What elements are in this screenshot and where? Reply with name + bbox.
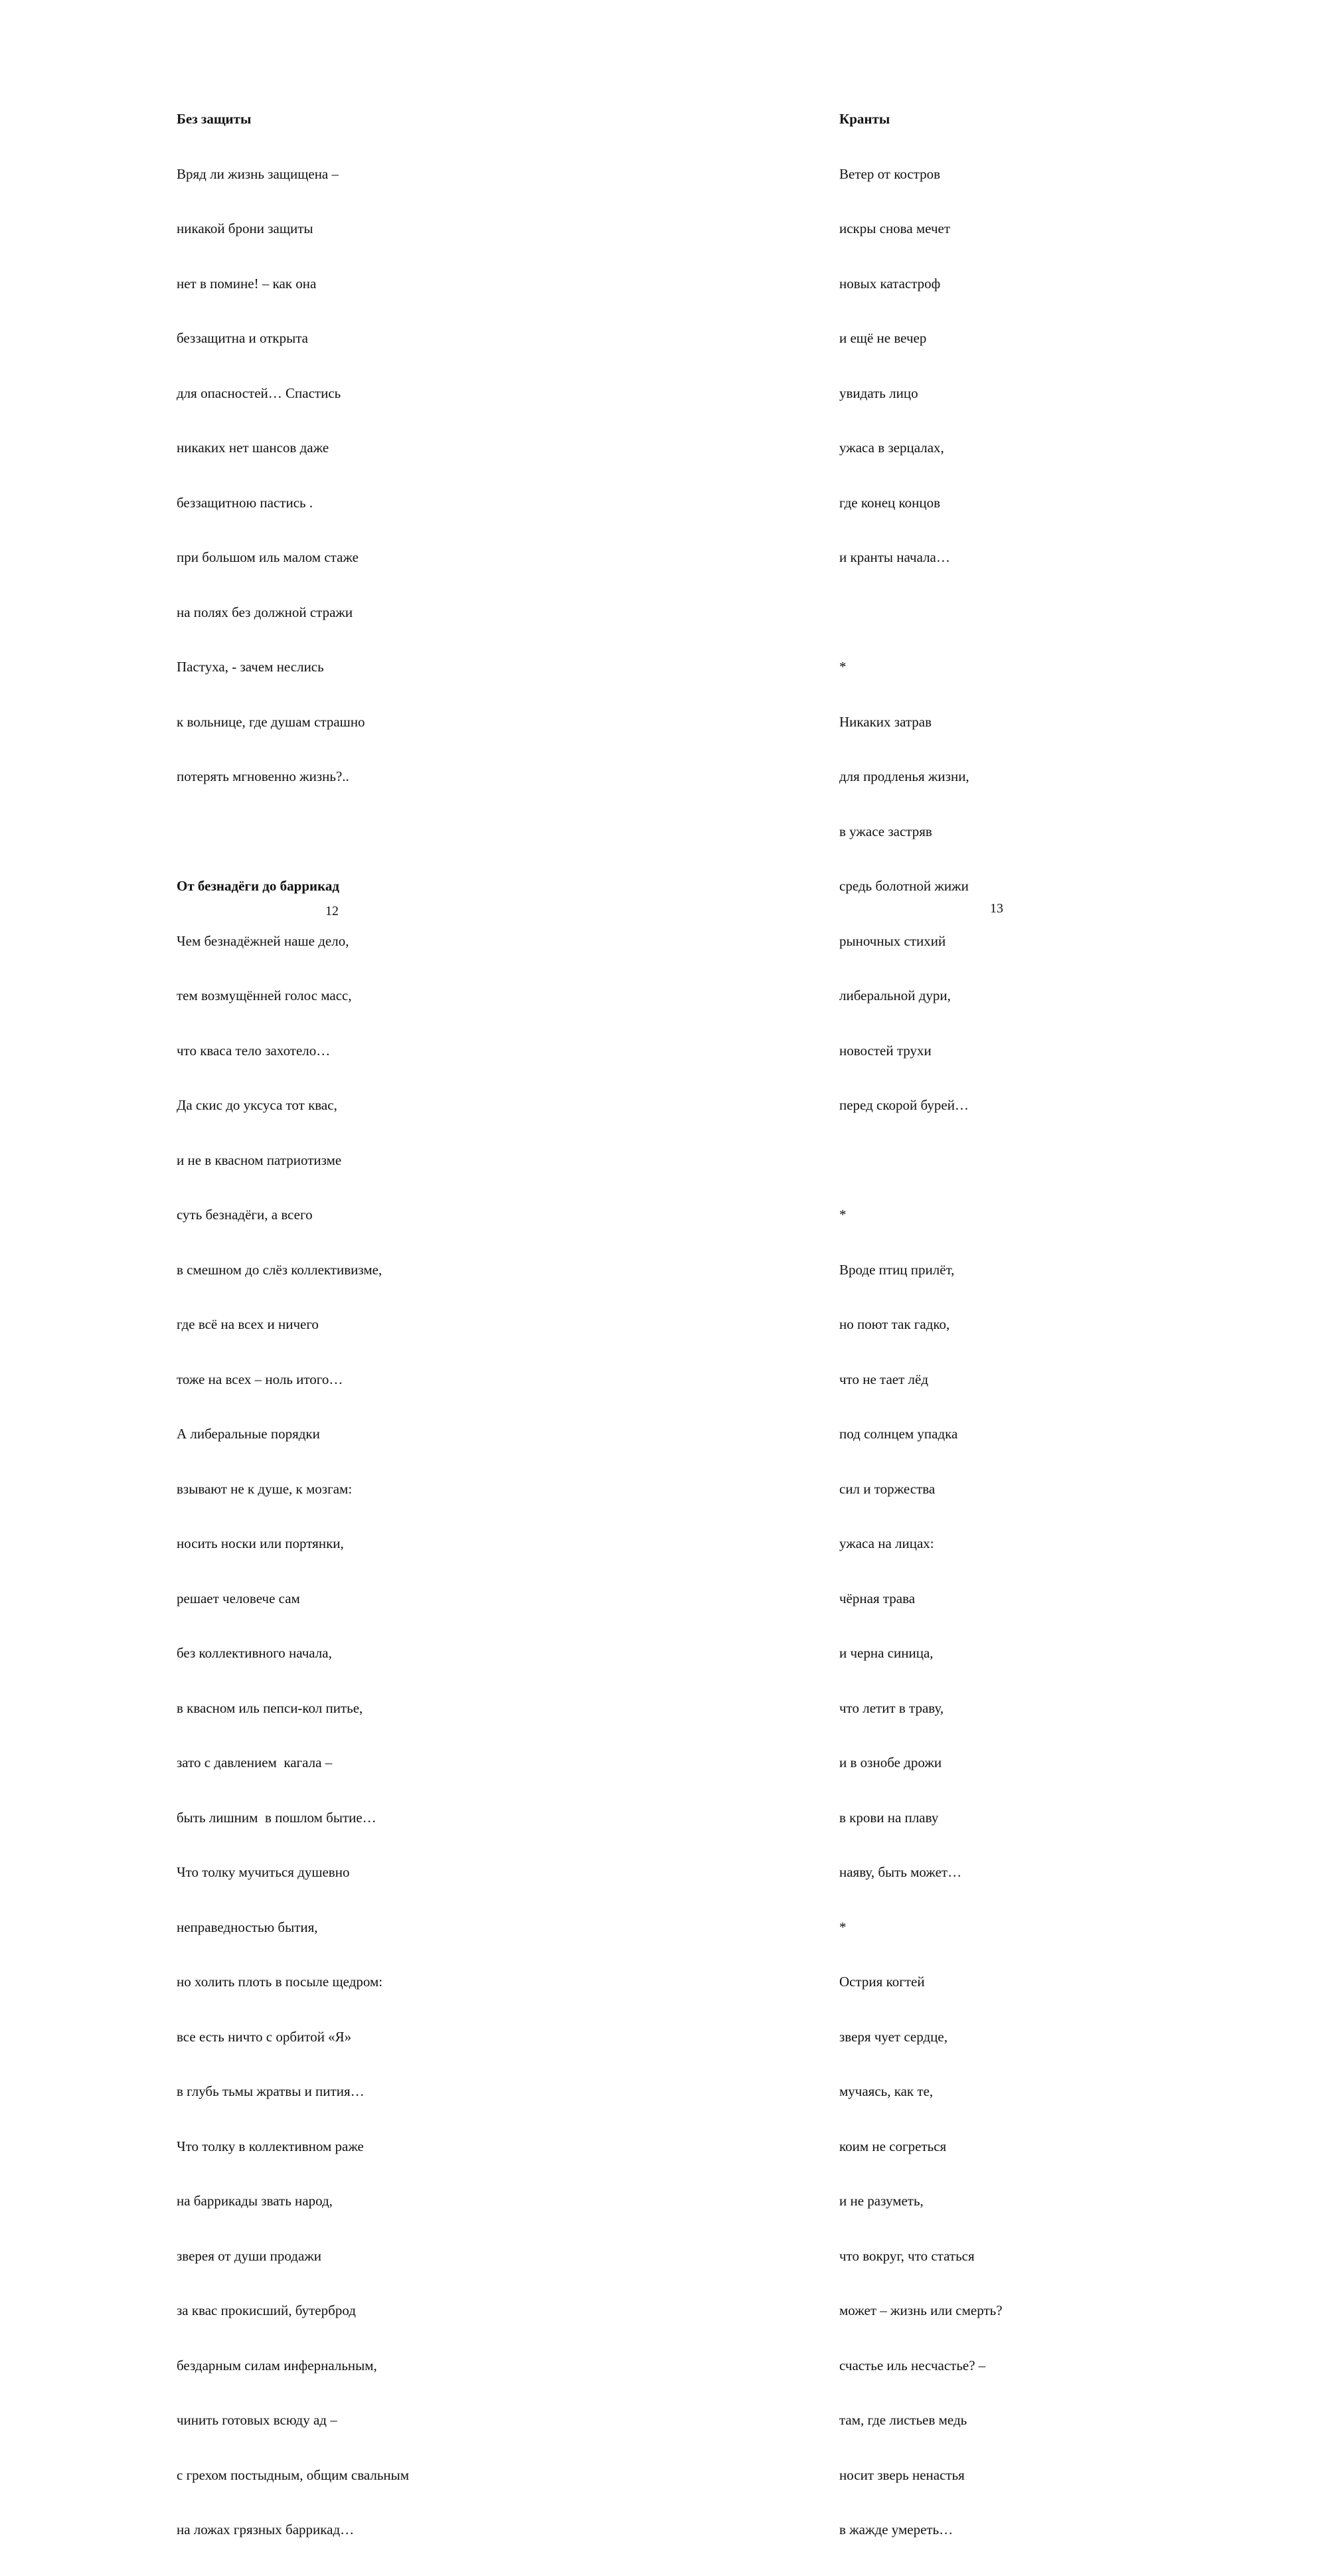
poem-line: сил и торжества xyxy=(839,1480,936,1497)
poem-line: в жажде умереть… xyxy=(839,2522,953,2537)
poem-line: и кранты начала… xyxy=(839,549,950,565)
stanza-separator: * xyxy=(839,659,847,675)
page-number-left: 12 xyxy=(325,904,339,918)
poem-line: А либеральные порядки xyxy=(177,1426,320,1442)
poem-title-bez-zashchity: Без защиты xyxy=(177,111,252,127)
poem-line: потерять мгновенно жизнь?.. xyxy=(177,768,349,784)
stanza-gap xyxy=(839,604,1003,622)
poem-title-kranty: Кранты xyxy=(839,111,890,127)
poem-line: на ложах грязных баррикад… xyxy=(177,2522,355,2537)
poem-line: ужаса в зерцалах, xyxy=(839,440,944,456)
right-page xyxy=(659,0,1318,2537)
poem-line: Да скис до уксуса тот квас, xyxy=(177,1097,337,1113)
poem-line: Что толку мучиться душевно xyxy=(177,1864,350,1880)
poem-line: без коллективного начала, xyxy=(177,1645,332,1661)
poem-line: и в ознобе дрожи xyxy=(839,1755,942,1770)
poem-line: и не разуметь, xyxy=(839,2193,924,2209)
poem-line: на полях без должной стражи xyxy=(177,604,353,620)
poem-line: никакой брони защиты xyxy=(177,220,313,236)
stanza-gap xyxy=(177,823,409,841)
poem-line: никаких нет шансов даже xyxy=(177,440,329,456)
poem-line: чёрная трава xyxy=(839,1590,916,1606)
poem-line: для опасностей… Спастись xyxy=(177,385,341,401)
poem-line: что летит в траву, xyxy=(839,1699,944,1716)
poem-line: Никаких затрав xyxy=(839,713,932,730)
poem-line: что кваса тело захотело… xyxy=(177,1042,331,1059)
poem-line: новостей трухи xyxy=(839,1042,932,1059)
poem-line: неправедностью бытия, xyxy=(177,1919,318,1935)
page-number-right: 13 xyxy=(990,901,1003,916)
poem-line: быть лишним в пошлом бытие… xyxy=(177,1809,376,1826)
poem-line: бездарным силам инфернальным, xyxy=(177,2357,377,2373)
poem-line: перед скорой бурей… xyxy=(839,1097,969,1113)
poem-line: нет в помине! – как она xyxy=(177,275,317,292)
poem-line: Пастуха, - зачем неслись xyxy=(177,659,324,675)
poem-line: увидать лицо xyxy=(839,385,918,401)
stanza-separator: * xyxy=(839,1919,847,1935)
poem-line: в глубь тьмы жратвы и пития… xyxy=(177,2083,365,2099)
poem-line: к вольнице, где душам страшно xyxy=(177,713,365,730)
stanza-separator: * xyxy=(839,1207,847,1223)
poem-line: при большом иль малом стаже xyxy=(177,549,359,565)
poem-line: коим не согреться xyxy=(839,2138,947,2154)
poem-line: где всё на всех и ничего xyxy=(177,1316,319,1332)
poem-line: беззащитна и открыта xyxy=(177,330,309,346)
poem-line: тем возмущённей голос масс, xyxy=(177,987,352,1003)
poem-line: под солнцем упадка xyxy=(839,1426,958,1442)
poem-line: где конец концов xyxy=(839,494,941,511)
poem-line: и не в квасном патриотизме xyxy=(177,1152,342,1168)
poem-line: в ужасе застряв xyxy=(839,823,932,839)
poem-line: зверея от души продажи xyxy=(177,2247,322,2264)
poem-line: и ещё не вечер xyxy=(839,330,927,346)
poem-line: беззащитною пастись . xyxy=(177,494,313,511)
poem-line: Вряд ли жизнь защищена – xyxy=(177,165,339,182)
poem-line: рыночных стихий xyxy=(839,932,946,949)
left-page-text xyxy=(177,74,409,2576)
poem-line: что не тает лёд xyxy=(839,1371,929,1387)
poem-line: в смешном до слёз коллективизме, xyxy=(177,1261,382,1278)
poem-line: Острия когтей xyxy=(839,1974,925,1990)
poem-line: суть безнадёги, а всего xyxy=(177,1207,313,1223)
left-page xyxy=(0,0,659,2537)
poem-line: либеральной дури, xyxy=(839,987,951,1003)
poem-title-ot-beznadegi: От безнадёги до баррикад xyxy=(177,878,340,894)
poem-line: зверя чует сердце, xyxy=(839,2028,947,2045)
poem-line: в квасном иль пепси-кол питье, xyxy=(177,1699,363,1716)
poem-line: взывают не к душе, к мозгам: xyxy=(177,1480,353,1497)
poem-line: но холить плоть в посыле щедром: xyxy=(177,1974,383,1990)
poem-line: наяву, быть может… xyxy=(839,1864,962,1880)
poem-line: Вроде птиц прилёт, xyxy=(839,1261,955,1278)
poem-line: и черна синица, xyxy=(839,1645,934,1661)
poem-line: чинить готовых всюду ад – xyxy=(177,2412,337,2428)
poem-line: Ветер от костров xyxy=(839,165,941,182)
poem-line: с грехом постыдным, общим свальным xyxy=(177,2466,410,2483)
right-page-text xyxy=(839,74,1003,2576)
poem-line: ужаса на лицах: xyxy=(839,1535,934,1551)
poem-line: искры снова мечет xyxy=(839,220,951,236)
poem-line: решает человече сам xyxy=(177,1590,300,1606)
poem-line: счастье иль несчастье? – xyxy=(839,2357,986,2373)
poem-line: новых катастроф xyxy=(839,275,941,292)
poem-line: тоже на всех – ноль итого… xyxy=(177,1371,343,1387)
poem-line: за квас прокисший, бутерброд xyxy=(177,2302,356,2318)
poem-line: на баррикады звать народ, xyxy=(177,2193,333,2209)
poem-line: мучаясь, как те, xyxy=(839,2083,934,2099)
poem-line: средь болотной жижи xyxy=(839,878,969,894)
poem-line: зато с давлением кагала – xyxy=(177,1755,333,1770)
poem-line: там, где листьев медь xyxy=(839,2412,967,2428)
poem-line: но поют так гадко, xyxy=(839,1316,950,1332)
poem-line: в крови на плаву xyxy=(839,1809,939,1826)
poem-line: носит зверь ненастья xyxy=(839,2466,965,2483)
poem-line: все есть ничто с орбитой «Я» xyxy=(177,2028,352,2045)
stanza-gap xyxy=(839,1152,1003,1170)
poem-line: для продленья жизни, xyxy=(839,768,969,784)
poem-line: может – жизнь или смерть? xyxy=(839,2302,1003,2318)
poem-line: Чем безнадёжней наше дело, xyxy=(177,932,349,949)
poem-line: Что толку в коллективном раже xyxy=(177,2138,364,2154)
poem-line: носить носки или портянки, xyxy=(177,1535,344,1551)
poem-line: что вокруг, что статься xyxy=(839,2247,975,2264)
